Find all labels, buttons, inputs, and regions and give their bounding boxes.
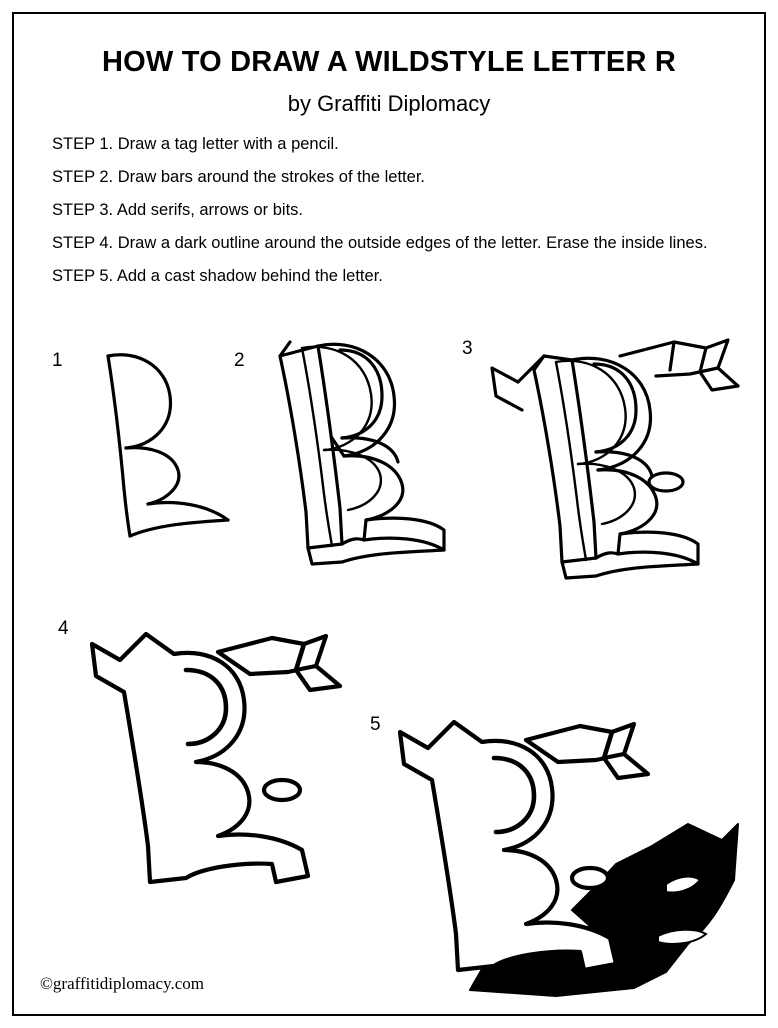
step-item — [52, 266, 742, 287]
figure-5-drawing — [366, 704, 746, 1004]
figure-step-5 — [366, 704, 746, 1004]
figure-number: 1 — [52, 350, 63, 371]
figure-number: 2 — [234, 350, 245, 371]
page-subtitle: by Graffiti Diplomacy — [287, 91, 491, 116]
step-item — [52, 167, 742, 188]
step-text: Draw bars around the strokes of the letter. — [117, 168, 425, 186]
step-text: Add serifs, arrows or bits. — [116, 201, 303, 219]
figure-number: 5 — [370, 714, 381, 735]
figure-step-4 — [50, 600, 350, 906]
figure-2-drawing — [232, 312, 464, 580]
step-label: STEP 4. — [52, 234, 114, 252]
figure-step-2 — [232, 312, 464, 580]
figure-gallery — [14, 302, 764, 982]
figure-3-drawing — [460, 312, 746, 592]
figure-1-drawing — [48, 324, 248, 564]
step-item — [52, 233, 742, 254]
step-item — [52, 134, 742, 155]
step-label: STEP 1. — [52, 135, 114, 153]
copyright-footer: ©graffitidiplomacy.com — [40, 974, 204, 993]
step-text: Draw a dark outline around the outside edges of the letter. Erase the inside lines. — [117, 234, 708, 252]
step-item — [52, 200, 742, 221]
step-text: Add a cast shadow behind the letter. — [116, 267, 383, 285]
page-content — [14, 14, 764, 1014]
step-label: STEP 2. — [52, 168, 114, 186]
step-label: STEP 5. — [52, 267, 114, 285]
page-title: HOW TO DRAW A WILDSTYLE LETTER R — [101, 46, 676, 78]
figure-number: 3 — [462, 338, 473, 359]
step-text: Draw a tag letter with a pencil. — [117, 135, 339, 153]
steps-list — [52, 134, 742, 299]
figure-step-1 — [48, 324, 248, 564]
figure-step-3 — [460, 312, 746, 592]
figure-4-drawing — [50, 600, 350, 906]
figure-number: 4 — [58, 618, 69, 639]
step-label: STEP 3. — [52, 201, 114, 219]
